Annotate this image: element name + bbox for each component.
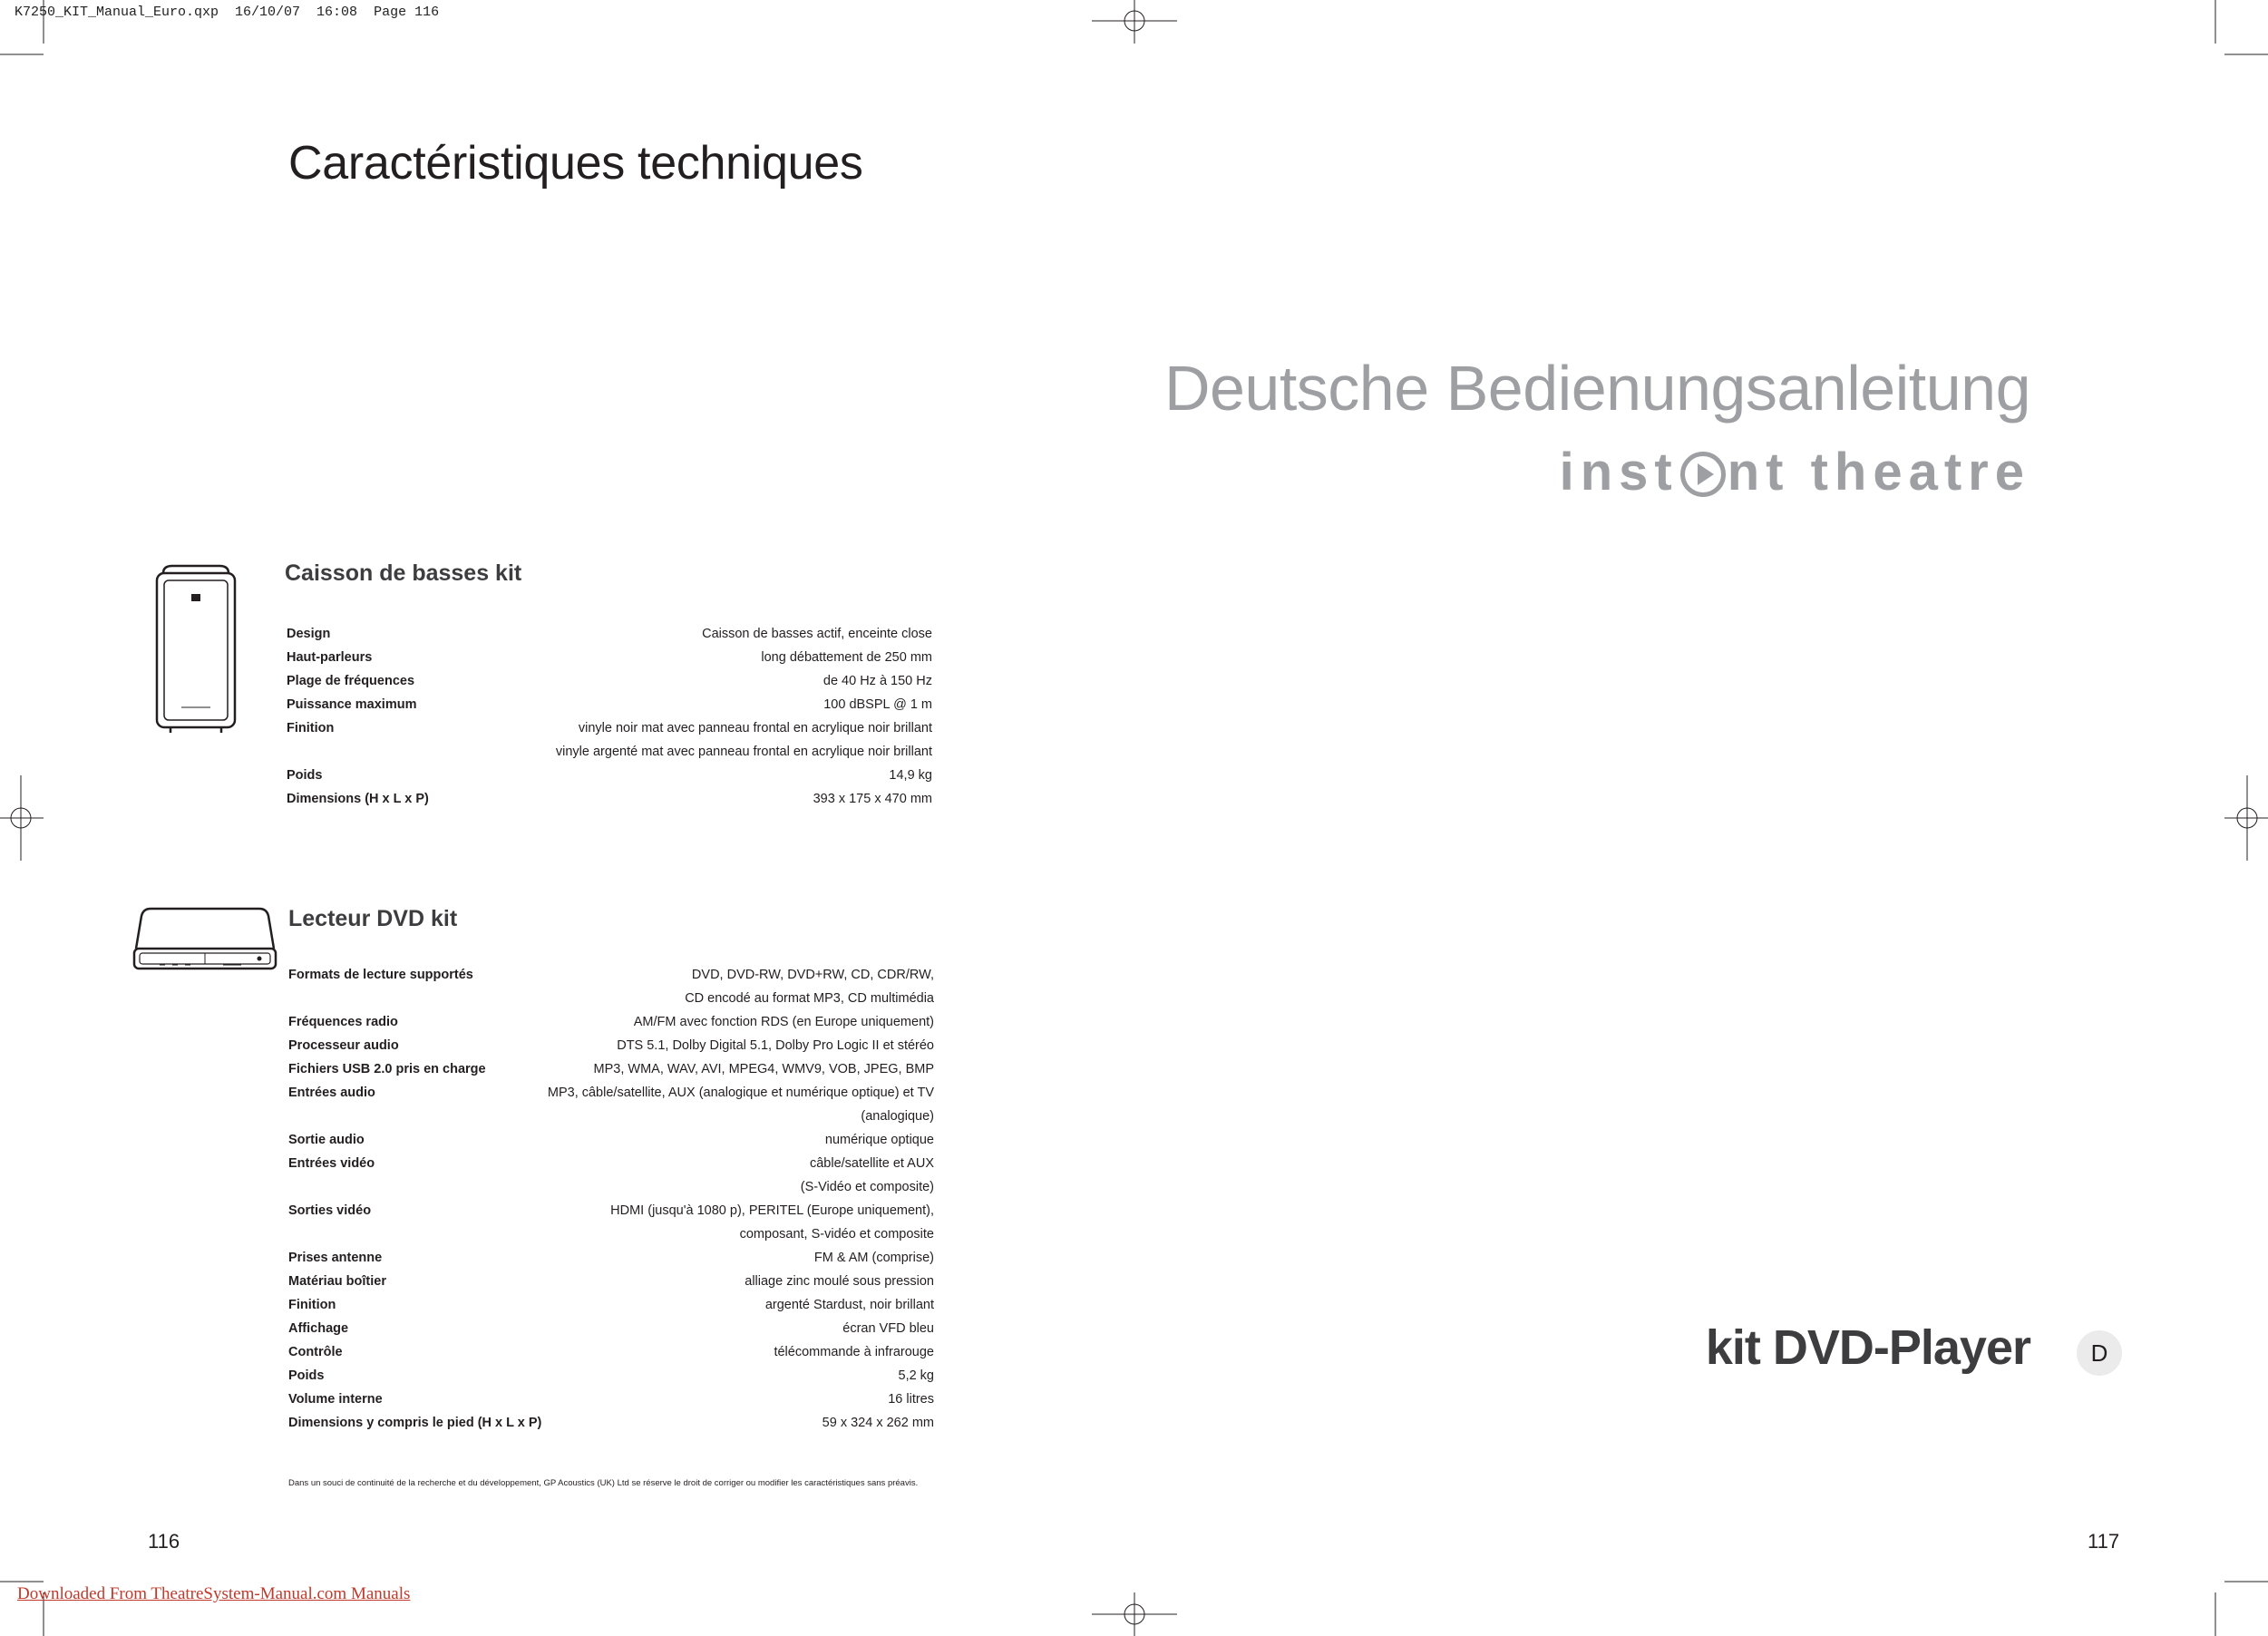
spec-value-line: long débattement de 250 mm [761, 650, 932, 665]
spec-row [288, 1317, 934, 1340]
spec-value [813, 787, 932, 811]
spec-value-line: de 40 Hz à 150 Hz [823, 674, 932, 688]
spec-value [685, 963, 934, 1010]
spec-row [287, 716, 932, 740]
spec-label: Formats de lecture supportés [288, 968, 473, 982]
dvd-spec-table [288, 963, 934, 1435]
spec-value-line: CD encodé au format MP3, CD multimédia [685, 991, 934, 1006]
spec-value [765, 1293, 934, 1317]
spec-value-line: télécommande à infrarouge [774, 1345, 934, 1359]
spec-row [287, 622, 932, 646]
spec-row [288, 1175, 934, 1199]
spec-label: Dimensions (H x L x P) [287, 792, 429, 806]
spec-row [288, 1246, 934, 1270]
spec-row [288, 1388, 934, 1411]
spec-value-line: 59 x 324 x 262 mm [822, 1416, 934, 1430]
spec-value-line: vinyle argenté mat avec panneau frontal en acrylique noir brillant [555, 745, 932, 759]
spec-value-line: AM/FM avec fonction RDS (en Europe uniquement) [633, 1015, 934, 1029]
spec-label: Plage de fréquences [287, 674, 415, 688]
spec-value-line: DVD, DVD-RW, DVD+RW, CD, CDR/RW, [691, 968, 934, 982]
spec-row [288, 1081, 934, 1128]
spec-value-line: argenté Stardust, noir brillant [764, 1298, 934, 1312]
spec-value [823, 1411, 934, 1435]
subwoofer-section-title: Caisson de basses kit [285, 560, 522, 586]
spec-row [287, 646, 932, 669]
spec-value [810, 1152, 934, 1175]
spec-label: Matériau boîtier [288, 1274, 386, 1289]
spec-value-line: (analogique) [861, 1109, 934, 1124]
subwoofer-illustration [152, 564, 239, 745]
spec-value [579, 716, 932, 740]
spec-value-line: 16 litres [888, 1392, 934, 1407]
spec-value [556, 740, 932, 764]
spec-row [288, 1128, 934, 1152]
language-badge: D [2077, 1330, 2122, 1376]
spec-row [287, 693, 932, 716]
spec-value-line: MP3, câble/satellite, AUX (analogique et numérique optique) et TV [547, 1086, 934, 1100]
spec-label: Processeur audio [288, 1038, 399, 1053]
spec-row [288, 1034, 934, 1057]
instant-theatre-logo [1560, 442, 2030, 502]
spec-value-line: composant, S-vidéo et composite [739, 1227, 934, 1242]
spec-value-line: 100 dBSPL @ 1 m [823, 697, 932, 712]
spec-value [594, 1057, 934, 1081]
spec-row [288, 963, 934, 1010]
spec-label: Fichiers USB 2.0 pris en charge [288, 1062, 486, 1076]
spec-row [287, 764, 932, 787]
spec-value-line: câble/satellite et AUX [809, 1156, 934, 1171]
spec-value-line: 393 x 175 x 470 mm [813, 792, 932, 806]
spec-row [288, 1010, 934, 1034]
spec-value [702, 622, 932, 646]
product-title: kit DVD-Player [1705, 1320, 2030, 1375]
spec-label: Entrées audio [288, 1086, 375, 1100]
spec-label: Finition [287, 721, 335, 735]
spec-value [548, 1081, 934, 1128]
spec-value [761, 646, 932, 669]
spec-value [774, 1340, 934, 1364]
spec-row [288, 1411, 934, 1435]
spec-value-line: HDMI (jusqu'à 1080 p), PERITEL (Europe uniquement), [610, 1203, 934, 1218]
spec-label: Dimensions y compris le pied (H x L x P) [288, 1416, 542, 1430]
spec-value [889, 764, 932, 787]
spec-value [825, 1128, 934, 1152]
spec-row [287, 787, 932, 811]
spec-label: Design [287, 627, 331, 641]
spec-value [842, 1317, 934, 1340]
logo-text-end: nt theatre [1727, 443, 2030, 502]
spec-value-line: Caisson de basses actif, enceinte close [702, 627, 932, 641]
spec-row [288, 1057, 934, 1081]
spec-value [745, 1270, 934, 1293]
spec-row [288, 1199, 934, 1246]
spec-label: Sortie audio [288, 1133, 365, 1147]
spec-label: Poids [288, 1368, 325, 1383]
spec-value-line: vinyle noir mat avec panneau frontal en acrylique noir brillant [578, 721, 932, 735]
spec-label: Contrôle [288, 1345, 343, 1359]
spec-label: Puissance maximum [287, 697, 417, 712]
spec-value [823, 693, 932, 716]
spec-row [287, 740, 932, 764]
spec-value [634, 1010, 934, 1034]
spec-value-line: FM & AM (comprise) [813, 1251, 934, 1265]
dvd-section-title: Lecteur DVD kit [288, 906, 458, 931]
print-slug: K7250_KIT_Manual_Euro.qxp 16/10/07 16:08 Page 116 [15, 5, 440, 20]
dvd-player-illustration [132, 905, 277, 974]
spec-row [288, 1270, 934, 1293]
spec-label: Poids [287, 768, 323, 783]
spec-value-line: MP3, WMA, WAV, AVI, MPEG4, WMV9, VOB, JPEG, BMP [593, 1062, 934, 1076]
spec-value-line: 5,2 kg [898, 1368, 934, 1383]
spec-value [899, 1364, 935, 1388]
spec-label: Haut-parleurs [287, 650, 373, 665]
download-link[interactable]: Downloaded From TheatreSystem-Manual.com Manuals [17, 1584, 411, 1603]
spec-value-line: numérique optique [824, 1133, 934, 1147]
spec-label: Volume interne [288, 1392, 383, 1407]
spec-value [823, 669, 932, 693]
spec-label: Prises antenne [288, 1251, 383, 1265]
spec-value-line: (S-Vidéo et composite) [800, 1180, 934, 1194]
subwoofer-spec-table [287, 622, 932, 811]
spec-label: Fréquences radio [288, 1015, 398, 1029]
spec-label: Sorties vidéo [288, 1203, 372, 1218]
spec-row [287, 669, 932, 693]
spec-value [610, 1199, 934, 1246]
spec-value [801, 1175, 934, 1199]
german-manual-title: Deutsche Bedienungsanleitung [1163, 353, 2030, 424]
spec-value-line: DTS 5.1, Dolby Digital 5.1, Dolby Pro Logic II et stéréo [617, 1038, 934, 1053]
spec-row [288, 1364, 934, 1388]
spec-value-line: 14,9 kg [889, 768, 932, 783]
spec-row [288, 1340, 934, 1364]
page-number-right: 117 [2088, 1530, 2120, 1553]
page-title: Caractéristiques techniques [288, 137, 863, 190]
page-number-left: 116 [148, 1530, 180, 1553]
logo-text-start: inst [1559, 443, 1679, 502]
spec-value-line: écran VFD bleu [842, 1321, 934, 1336]
spec-value-line: alliage zinc moulé sous pression [745, 1274, 934, 1289]
spec-value [888, 1388, 934, 1411]
play-icon [1680, 452, 1726, 497]
spec-label: Finition [288, 1298, 336, 1312]
spec-label: Affichage [288, 1321, 349, 1336]
spec-label: Entrées vidéo [288, 1156, 375, 1171]
spec-value [814, 1246, 934, 1270]
spec-value [617, 1034, 934, 1057]
disclaimer-note: Dans un souci de continuité de la recherche et du développement, GP Acoustics (UK) Ltd se réserve le droit de corriger ou modifier les caractéristiques sans préavis. [288, 1478, 919, 1488]
spec-row [288, 1293, 934, 1317]
spec-row [288, 1152, 934, 1175]
